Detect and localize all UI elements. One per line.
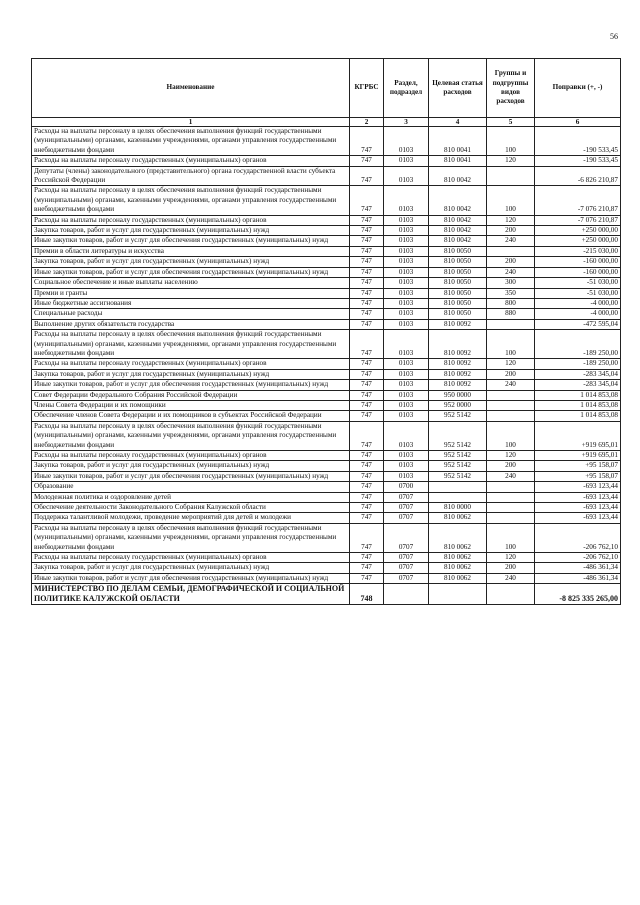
row-kgrbs-cell: 748: [350, 584, 384, 605]
row-kgrbs-cell: 747: [350, 226, 384, 236]
row-kgrbs-cell: 747: [350, 127, 384, 156]
row-razdel-cell: 0103: [384, 288, 429, 298]
table-row: [32, 369, 621, 379]
row-name-cell: Расходы на выплаты персоналу в целях обеспечения выполнения функций государственными (муниципальными) органами, казенными учреждениями, органами управления государственными внебюджетными фондами: [32, 330, 350, 359]
row-vid-raskhodov-cell: 120: [487, 215, 535, 225]
table-row: [32, 390, 621, 400]
row-kgrbs-cell: 747: [350, 330, 384, 359]
row-amount-cell: -693 123,44: [535, 492, 621, 502]
table-row: [32, 471, 621, 481]
row-name-cell: Выполнение других обязательств государства: [32, 319, 350, 329]
row-amount-cell: +919 695,01: [535, 451, 621, 461]
row-kgrbs-cell: 747: [350, 523, 384, 552]
row-razdel-cell: 0707: [384, 523, 429, 552]
row-name-cell: Расходы на выплаты персоналу государственных (муниципальных) органов: [32, 451, 350, 461]
row-celevaya-statya-cell: 810 0041: [429, 127, 487, 156]
row-razdel-cell: 0707: [384, 503, 429, 513]
row-kgrbs-cell: 747: [350, 319, 384, 329]
row-name-cell: Иные закупки товаров, работ и услуг для обеспечения государственных (муниципальных) нужд: [32, 573, 350, 583]
row-razdel-cell: 0103: [384, 319, 429, 329]
table-row: [32, 156, 621, 166]
row-razdel-cell: 0103: [384, 380, 429, 390]
row-vid-raskhodov-cell: 100: [487, 523, 535, 552]
row-vid-raskhodov-cell: 200: [487, 226, 535, 236]
row-name-cell: Совет Федерации Федерального Собрания Российской Федерации: [32, 390, 350, 400]
row-kgrbs-cell: 747: [350, 563, 384, 573]
row-razdel-cell: [384, 584, 429, 605]
table-row: [32, 246, 621, 256]
row-vid-raskhodov-cell: 350: [487, 288, 535, 298]
table-row: [32, 127, 621, 156]
row-name-cell: Расходы на выплаты персоналу в целях обеспечения выполнения функций государственными (муниципальными) органами, казенными учреждениями, органами управления государственными внебюджетными фондами: [32, 186, 350, 215]
row-razdel-cell: 0103: [384, 166, 429, 186]
row-celevaya-statya-cell: 810 0042: [429, 166, 487, 186]
row-amount-cell: -189 250,00: [535, 359, 621, 369]
row-kgrbs-cell: 747: [350, 503, 384, 513]
row-vid-raskhodov-cell: [487, 400, 535, 410]
row-celevaya-statya-cell: 952 5142: [429, 421, 487, 450]
row-kgrbs-cell: 747: [350, 482, 384, 492]
row-vid-raskhodov-cell: 100: [487, 421, 535, 450]
row-celevaya-statya-cell: 810 0062: [429, 523, 487, 552]
row-vid-raskhodov-cell: 240: [487, 236, 535, 246]
row-amount-cell: -486 361,34: [535, 563, 621, 573]
row-vid-raskhodov-cell: [487, 246, 535, 256]
row-amount-cell: -189 250,00: [535, 330, 621, 359]
row-name-cell: Специальные расходы: [32, 309, 350, 319]
row-name-cell: Иные закупки товаров, работ и услуг для обеспечения государственных (муниципальных) нужд: [32, 380, 350, 390]
row-name-cell: Расходы на выплаты персоналу в целях обеспечения выполнения функций государственными (муниципальными) органами, казенными учреждениями, органами управления государственными внебюджетными фондами: [32, 523, 350, 552]
row-celevaya-statya-cell: 952 5142: [429, 451, 487, 461]
row-kgrbs-cell: 747: [350, 278, 384, 288]
row-amount-cell: -215 030,00: [535, 246, 621, 256]
header-name: Наименование: [32, 59, 350, 118]
row-amount-cell: +95 158,07: [535, 471, 621, 481]
row-amount-cell: -160 000,00: [535, 267, 621, 277]
row-kgrbs-cell: 747: [350, 298, 384, 308]
row-kgrbs-cell: 747: [350, 236, 384, 246]
row-celevaya-statya-cell: 810 0050: [429, 288, 487, 298]
row-vid-raskhodov-cell: 120: [487, 359, 535, 369]
row-name-cell: Социальное обеспечение и иные выплаты населению: [32, 278, 350, 288]
row-razdel-cell: 0103: [384, 215, 429, 225]
table-row: [32, 278, 621, 288]
row-razdel-cell: 0103: [384, 127, 429, 156]
row-vid-raskhodov-cell: 300: [487, 278, 535, 288]
row-amount-cell: +250 000,00: [535, 226, 621, 236]
row-razdel-cell: 0707: [384, 492, 429, 502]
row-amount-cell: 1 014 853,08: [535, 390, 621, 400]
table-row: [32, 257, 621, 267]
row-name-cell: Иные закупки товаров, работ и услуг для обеспечения государственных (муниципальных) нужд: [32, 471, 350, 481]
row-vid-raskhodov-cell: 100: [487, 127, 535, 156]
row-razdel-cell: 0103: [384, 236, 429, 246]
row-celevaya-statya-cell: 810 0050: [429, 298, 487, 308]
row-razdel-cell: 0103: [384, 330, 429, 359]
row-amount-cell: -283 345,04: [535, 380, 621, 390]
row-celevaya-statya-cell: 810 0092: [429, 380, 487, 390]
table-row: [32, 584, 621, 605]
row-kgrbs-cell: 747: [350, 186, 384, 215]
row-vid-raskhodov-cell: 240: [487, 471, 535, 481]
column-number-row: [32, 118, 621, 127]
row-vid-raskhodov-cell: [487, 319, 535, 329]
row-razdel-cell: 0707: [384, 563, 429, 573]
row-razdel-cell: 0103: [384, 390, 429, 400]
row-kgrbs-cell: 747: [350, 267, 384, 277]
table-row: [32, 421, 621, 450]
row-kgrbs-cell: 747: [350, 215, 384, 225]
row-kgrbs-cell: 747: [350, 359, 384, 369]
row-name-cell: Обеспечение деятельности Законодательного Собрания Калужской области: [32, 503, 350, 513]
row-name-cell: Обеспечение членов Совета Федерации и их помощников в субъектах Российской Федерации: [32, 411, 350, 421]
row-celevaya-statya-cell: 952 5142: [429, 411, 487, 421]
row-amount-cell: 1 014 853,08: [535, 411, 621, 421]
row-razdel-cell: 0700: [384, 482, 429, 492]
table-row: [32, 309, 621, 319]
row-vid-raskhodov-cell: [487, 411, 535, 421]
row-razdel-cell: 0103: [384, 298, 429, 308]
row-kgrbs-cell: 747: [350, 156, 384, 166]
row-celevaya-statya-cell: 950 0000: [429, 390, 487, 400]
row-razdel-cell: 0707: [384, 513, 429, 523]
row-razdel-cell: 0103: [384, 411, 429, 421]
row-vid-raskhodov-cell: [487, 584, 535, 605]
row-name-cell: Депутаты (члены) законодательного (представительного) органа государственной власти субъекта Российской Федерации: [32, 166, 350, 186]
row-vid-raskhodov-cell: [487, 390, 535, 400]
row-amount-cell: -4 000,00: [535, 309, 621, 319]
table-row: [32, 492, 621, 502]
row-name-cell: Премии в области литературы и искусства: [32, 246, 350, 256]
row-amount-cell: -206 762,10: [535, 553, 621, 563]
table-row: [32, 411, 621, 421]
row-kgrbs-cell: 747: [350, 257, 384, 267]
row-razdel-cell: 0103: [384, 471, 429, 481]
row-name-cell: Расходы на выплаты персоналу государственных (муниципальных) органов: [32, 156, 350, 166]
row-celevaya-statya-cell: [429, 492, 487, 502]
row-kgrbs-cell: 747: [350, 492, 384, 502]
row-kgrbs-cell: 747: [350, 309, 384, 319]
row-amount-cell: -693 123,44: [535, 513, 621, 523]
column-number: 2: [350, 118, 384, 127]
page-number: 56: [610, 32, 618, 41]
row-vid-raskhodov-cell: 240: [487, 380, 535, 390]
table-row: [32, 359, 621, 369]
row-vid-raskhodov-cell: 120: [487, 156, 535, 166]
row-kgrbs-cell: 747: [350, 451, 384, 461]
row-vid-raskhodov-cell: 240: [487, 573, 535, 583]
header-razdel: Раздел, подраздел: [384, 59, 429, 118]
table-row: [32, 226, 621, 236]
row-razdel-cell: 0103: [384, 451, 429, 461]
row-kgrbs-cell: 747: [350, 246, 384, 256]
table-row: [32, 298, 621, 308]
row-razdel-cell: 0103: [384, 309, 429, 319]
row-amount-cell: +250 000,00: [535, 236, 621, 246]
table-row: [32, 380, 621, 390]
row-kgrbs-cell: 747: [350, 369, 384, 379]
row-amount-cell: -4 000,00: [535, 298, 621, 308]
table-row: [32, 166, 621, 186]
table-row: [32, 186, 621, 215]
row-name-cell: Расходы на выплаты персоналу государственных (муниципальных) органов: [32, 215, 350, 225]
row-name-cell: Образование: [32, 482, 350, 492]
row-kgrbs-cell: 747: [350, 400, 384, 410]
row-name-cell: Молодежная политика и оздоровление детей: [32, 492, 350, 502]
row-razdel-cell: 0103: [384, 226, 429, 236]
table-row: [32, 267, 621, 277]
row-celevaya-statya-cell: 810 0050: [429, 257, 487, 267]
row-vid-raskhodov-cell: [487, 482, 535, 492]
row-razdel-cell: 0103: [384, 461, 429, 471]
table-row: [32, 573, 621, 583]
row-celevaya-statya-cell: 810 0062: [429, 553, 487, 563]
row-razdel-cell: 0707: [384, 573, 429, 583]
row-celevaya-statya-cell: [429, 584, 487, 605]
header-celevaya-statya: Целевая статья расходов: [429, 59, 487, 118]
column-number: 5: [487, 118, 535, 127]
row-name-cell: Закупка товаров, работ и услуг для государственных (муниципальных) нужд: [32, 461, 350, 471]
row-name-cell: Поддержка талантливой молодежи, проведение мероприятий для детей и молодежи: [32, 513, 350, 523]
column-number: 1: [32, 118, 350, 127]
row-celevaya-statya-cell: 810 0050: [429, 309, 487, 319]
row-kgrbs-cell: 747: [350, 573, 384, 583]
row-celevaya-statya-cell: 952 5142: [429, 461, 487, 471]
table-row: [32, 563, 621, 573]
header-popravki: Поправки (+, -): [535, 59, 621, 118]
row-amount-cell: -51 030,00: [535, 278, 621, 288]
row-name-cell: Иные закупки товаров, работ и услуг для обеспечения государственных (муниципальных) нужд: [32, 267, 350, 277]
column-number: 6: [535, 118, 621, 127]
column-number: 3: [384, 118, 429, 127]
row-razdel-cell: 0103: [384, 186, 429, 215]
row-kgrbs-cell: 747: [350, 553, 384, 563]
row-razdel-cell: 0103: [384, 257, 429, 267]
row-name-cell: Иные бюджетные ассигнования: [32, 298, 350, 308]
row-vid-raskhodov-cell: [487, 503, 535, 513]
row-vid-raskhodov-cell: 200: [487, 461, 535, 471]
row-celevaya-statya-cell: 810 0041: [429, 156, 487, 166]
row-name-cell: Расходы на выплаты персоналу в целях обеспечения выполнения функций государственными (муниципальными) органами, казенными учреждениями, органами управления государственными внебюджетными фондами: [32, 421, 350, 450]
row-vid-raskhodov-cell: 100: [487, 186, 535, 215]
row-vid-raskhodov-cell: 880: [487, 309, 535, 319]
table-row: [32, 215, 621, 225]
row-kgrbs-cell: 747: [350, 288, 384, 298]
row-celevaya-statya-cell: 810 0062: [429, 563, 487, 573]
row-vid-raskhodov-cell: 120: [487, 451, 535, 461]
row-razdel-cell: 0103: [384, 359, 429, 369]
row-amount-cell: -8 825 335 265,00: [535, 584, 621, 605]
row-kgrbs-cell: 747: [350, 513, 384, 523]
table-row: [32, 330, 621, 359]
row-amount-cell: -283 345,04: [535, 369, 621, 379]
row-kgrbs-cell: 747: [350, 390, 384, 400]
row-name-cell: Закупка товаров, работ и услуг для государственных (муниципальных) нужд: [32, 563, 350, 573]
row-celevaya-statya-cell: 810 0092: [429, 330, 487, 359]
row-celevaya-statya-cell: 810 0062: [429, 513, 487, 523]
row-celevaya-statya-cell: 810 0042: [429, 215, 487, 225]
column-number: 4: [429, 118, 487, 127]
row-vid-raskhodov-cell: 200: [487, 257, 535, 267]
row-name-cell: Расходы на выплаты персоналу государственных (муниципальных) органов: [32, 553, 350, 563]
row-vid-raskhodov-cell: 800: [487, 298, 535, 308]
row-celevaya-statya-cell: 810 0050: [429, 246, 487, 256]
row-celevaya-statya-cell: 810 0092: [429, 359, 487, 369]
row-razdel-cell: 0103: [384, 369, 429, 379]
row-vid-raskhodov-cell: 120: [487, 553, 535, 563]
row-name-cell: Члены Совета Федерации и их помощники: [32, 400, 350, 410]
table-row: [32, 451, 621, 461]
row-kgrbs-cell: 747: [350, 166, 384, 186]
row-name-cell: Иные закупки товаров, работ и услуг для обеспечения государственных (муниципальных) нужд: [32, 236, 350, 246]
row-vid-raskhodov-cell: [487, 166, 535, 186]
table-row: [32, 553, 621, 563]
row-celevaya-statya-cell: [429, 482, 487, 492]
row-kgrbs-cell: 747: [350, 380, 384, 390]
row-celevaya-statya-cell: 810 0000: [429, 503, 487, 513]
row-amount-cell: -693 123,44: [535, 503, 621, 513]
table-row: [32, 236, 621, 246]
row-name-cell: Закупка товаров, работ и услуг для государственных (муниципальных) нужд: [32, 226, 350, 236]
row-vid-raskhodov-cell: 100: [487, 330, 535, 359]
table-row: [32, 319, 621, 329]
row-celevaya-statya-cell: 810 0092: [429, 369, 487, 379]
row-vid-raskhodov-cell: [487, 513, 535, 523]
row-vid-raskhodov-cell: [487, 492, 535, 502]
row-amount-cell: -693 123,44: [535, 482, 621, 492]
row-razdel-cell: 0103: [384, 156, 429, 166]
row-name-cell: Расходы на выплаты персоналу в целях обеспечения выполнения функций государственными (муниципальными) органами, казенными учреждениями, органами управления государственными внебюджетными фондами: [32, 127, 350, 156]
row-razdel-cell: 0103: [384, 400, 429, 410]
row-name-cell: Закупка товаров, работ и услуг для государственных (муниципальных) нужд: [32, 257, 350, 267]
row-celevaya-statya-cell: 810 0042: [429, 226, 487, 236]
row-amount-cell: -472 595,04: [535, 319, 621, 329]
row-amount-cell: -486 361,34: [535, 573, 621, 583]
row-amount-cell: -7 076 210,87: [535, 215, 621, 225]
table-row: [32, 482, 621, 492]
row-vid-raskhodov-cell: 240: [487, 267, 535, 277]
table-row: [32, 503, 621, 513]
row-amount-cell: -190 533,45: [535, 127, 621, 156]
row-razdel-cell: 0103: [384, 267, 429, 277]
row-vid-raskhodov-cell: 200: [487, 563, 535, 573]
row-name-cell: МИНИСТЕРСТВО ПО ДЕЛАМ СЕМЬИ, ДЕМОГРАФИЧЕСКОЙ И СОЦИАЛЬНОЙ ПОЛИТИКЕ КАЛУЖСКОЙ ОБЛАСТИ: [32, 584, 350, 605]
row-amount-cell: +919 695,01: [535, 421, 621, 450]
row-razdel-cell: 0707: [384, 553, 429, 563]
row-amount-cell: -51 030,00: [535, 288, 621, 298]
row-vid-raskhodov-cell: 200: [487, 369, 535, 379]
header-vidy-raskhodov: Группы и подгруппы видов расходов: [487, 59, 535, 118]
row-amount-cell: -190 533,45: [535, 156, 621, 166]
row-name-cell: Расходы на выплаты персоналу государственных (муниципальных) органов: [32, 359, 350, 369]
table-header-row: [32, 59, 621, 118]
row-celevaya-statya-cell: 810 0050: [429, 278, 487, 288]
row-amount-cell: -206 762,10: [535, 523, 621, 552]
header-kgrbs: КГРБС: [350, 59, 384, 118]
table-row: [32, 513, 621, 523]
row-amount-cell: -160 000,00: [535, 257, 621, 267]
row-amount-cell: 1 014 853,08: [535, 400, 621, 410]
budget-amendments-table: [31, 58, 621, 605]
row-celevaya-statya-cell: 952 0000: [429, 400, 487, 410]
table-row: [32, 461, 621, 471]
table-row: [32, 400, 621, 410]
row-kgrbs-cell: 747: [350, 471, 384, 481]
row-celevaya-statya-cell: 810 0062: [429, 573, 487, 583]
row-celevaya-statya-cell: 952 5142: [429, 471, 487, 481]
row-amount-cell: -6 826 210,87: [535, 166, 621, 186]
row-celevaya-statya-cell: 810 0042: [429, 236, 487, 246]
row-razdel-cell: 0103: [384, 278, 429, 288]
row-celevaya-statya-cell: 810 0092: [429, 319, 487, 329]
row-kgrbs-cell: 747: [350, 421, 384, 450]
row-razdel-cell: 0103: [384, 421, 429, 450]
row-razdel-cell: 0103: [384, 246, 429, 256]
table-row: [32, 523, 621, 552]
row-celevaya-statya-cell: 810 0050: [429, 267, 487, 277]
row-kgrbs-cell: 747: [350, 411, 384, 421]
row-celevaya-statya-cell: 810 0042: [429, 186, 487, 215]
table-row: [32, 288, 621, 298]
row-amount-cell: +95 158,07: [535, 461, 621, 471]
row-kgrbs-cell: 747: [350, 461, 384, 471]
row-amount-cell: -7 076 210,87: [535, 186, 621, 215]
row-name-cell: Премии и гранты: [32, 288, 350, 298]
row-name-cell: Закупка товаров, работ и услуг для государственных (муниципальных) нужд: [32, 369, 350, 379]
